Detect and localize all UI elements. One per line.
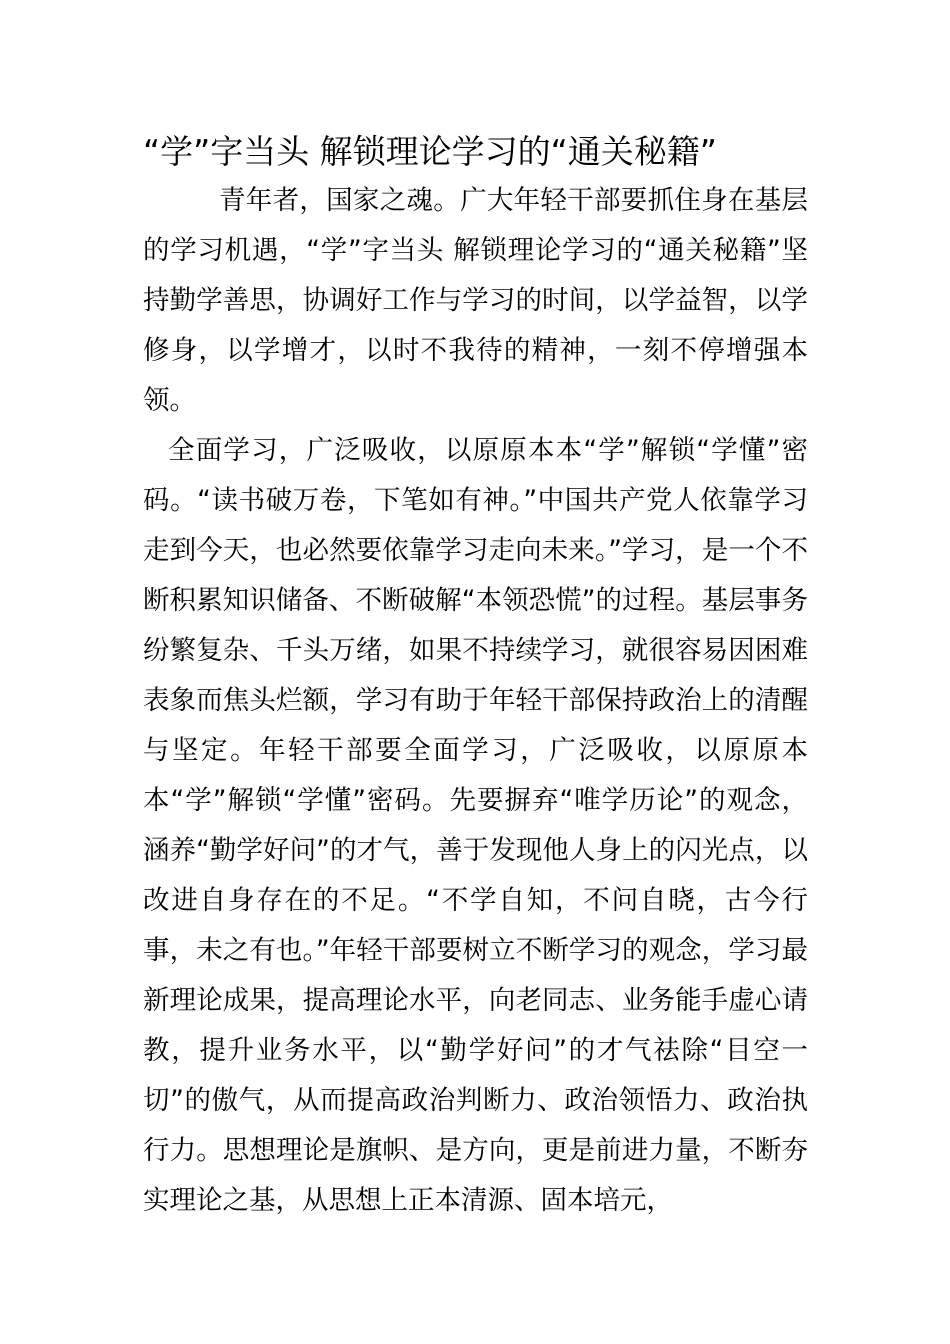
paragraph-intro: 青年者，国家之魂。广大年轻干部要抓住身在基层的学习机遇，“学”字当头 解锁理论学习的“通关秘籍”坚持勤学善思，协调好工作与学习的时间，以学益智，以学修身，以学增才，以时不我待的精神，一刻不停增强本领。 <box>143 185 808 416</box>
document-title: “学”字当头 解锁理论学习的“通关秘籍” <box>143 132 717 171</box>
document-body <box>143 176 808 1226</box>
paragraph-comprehensive-study: 全面学习，广泛吸收，以原原本本“学”解锁“学懂”密码。“读书破万卷，下笔如有神。”中国共产党人依靠学习走到今天，也必然要依靠学习走向未来。”学习，是一个不断积累知识储备、不断破解“本领恐慌”的过程。基层事务纷繁复杂、千头万绪，如果不持续学习，就很容易因困难表象而焦头烂额，学习有助于年轻干部保持政治上的清醒与坚定。年轻干部要全面学习，广泛吸收，以原原本本“学”解锁“学懂”密码。先要摒弃“唯学历论”的观念，涵养“勤学好问”的才气，善于发现他人身上的闪光点，以改进自身存在的不足。“不学自知，不问自晓，古今行事，未之有也。”年轻干部要树立不断学习的观念，学习最新理论成果，提高理论水平，向老同志、业务能手虚心请教，提升业务水平，以“勤学好问”的才气祛除“目空一切”的傲气，从而提高政治判断力、政治领悟力、政治执行力。思想理论是旗帜、是方向，更是前进力量，不断夯实理论之基，从思想上正本清源、固本培元， <box>143 435 808 1216</box>
